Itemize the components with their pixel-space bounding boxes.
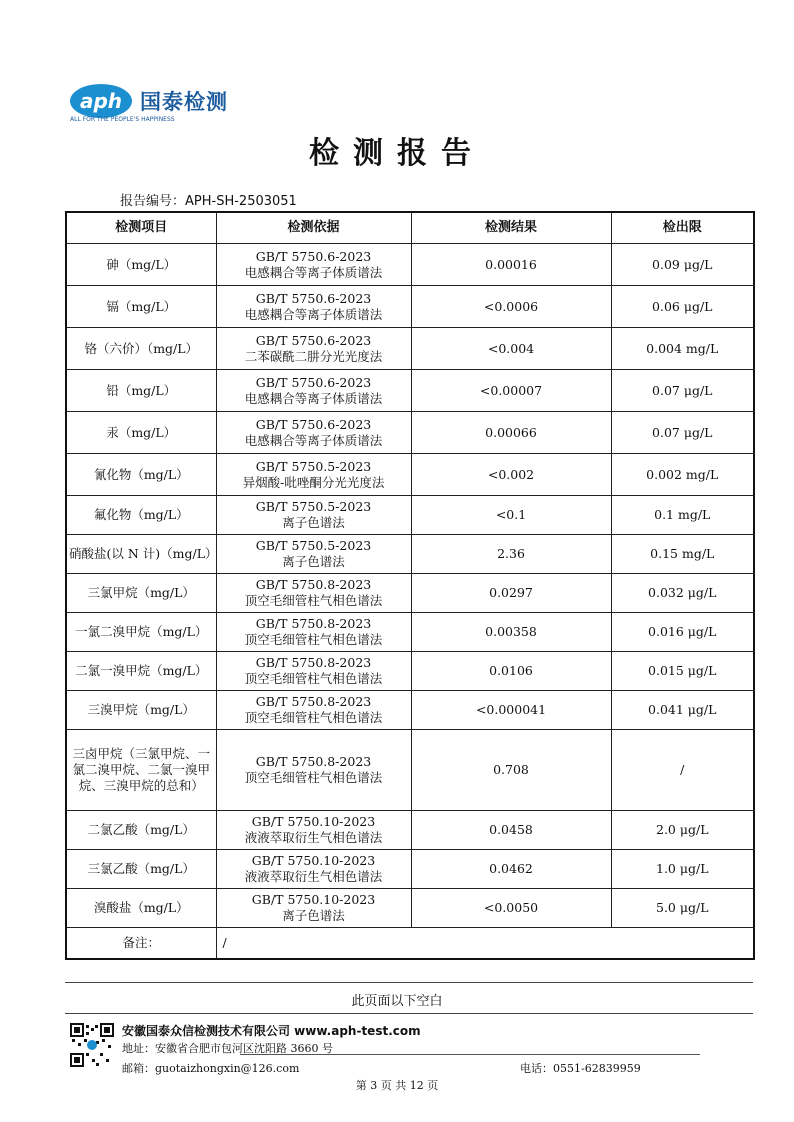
cell-test-basis — [216, 454, 411, 496]
cell-test-basis — [216, 811, 411, 850]
standard-code: GB/T 5750.6-2023 — [255, 290, 372, 306]
cell-result: <0.004 — [411, 328, 611, 370]
logo-text-block — [140, 84, 228, 116]
table-row — [66, 811, 754, 850]
cell-result: 0.0106 — [411, 652, 611, 691]
cell-result: 0.0462 — [411, 850, 611, 889]
cell-test-basis — [216, 850, 411, 889]
cell-test-basis — [216, 691, 411, 730]
cell-test-basis — [216, 244, 411, 286]
method-name: 电感耦合等离子体质谱法 — [244, 306, 383, 322]
cell-result: 0.0297 — [411, 574, 611, 613]
table-row — [66, 691, 754, 730]
method-name: 离子色谱法 — [282, 908, 345, 923]
cell-detection-limit: 0.015 μg/L — [611, 652, 754, 691]
cell-test-item: 镉（mg/L） — [66, 286, 216, 328]
standard-code: GB/T 5750.8-2023 — [255, 577, 372, 592]
cell-result: <0.0006 — [411, 286, 611, 328]
table-row — [66, 454, 754, 496]
standard-code: GB/T 5750.6-2023 — [255, 332, 372, 348]
footer-phone: 电话：0551-62839959 — [520, 1062, 641, 1075]
footer-address: 地址：安徽省合肥市包河区沈阳路 3660 号 — [122, 1042, 333, 1055]
note-row — [66, 928, 754, 960]
cell-detection-limit: 0.07 μg/L — [611, 370, 754, 412]
table-row — [66, 328, 754, 370]
cell-result: <0.00007 — [411, 370, 611, 412]
cell-detection-limit: 0.09 μg/L — [611, 244, 754, 286]
cell-result: <0.0050 — [411, 889, 611, 928]
cell-test-item: 三氯甲烷（mg/L） — [66, 574, 216, 613]
cell-result: <0.1 — [411, 496, 611, 535]
qr-code-icon — [70, 1023, 114, 1067]
method-name: 离子色谱法 — [282, 515, 345, 530]
table-row — [66, 613, 754, 652]
cell-detection-limit: 0.07 μg/L — [611, 412, 754, 454]
table-row — [66, 889, 754, 928]
method-name: 异烟酸-吡唑酮分光光度法 — [242, 474, 385, 490]
table-row — [66, 850, 754, 889]
method-name: 液液萃取衍生气相色谱法 — [244, 830, 383, 845]
cell-test-item: 铬（六价）（mg/L） — [66, 328, 216, 370]
cell-test-item: 三卤甲烷（三氯甲烷、一氯二溴甲烷、二氯一溴甲烷、三溴甲烷的总和） — [66, 730, 216, 811]
logo-mark: aph — [70, 84, 132, 118]
cell-test-item: 二氯乙酸（mg/L） — [66, 811, 216, 850]
cell-test-item: 溴酸盐（mg/L） — [66, 889, 216, 928]
cell-result: 0.00358 — [411, 613, 611, 652]
cell-test-basis — [216, 730, 411, 811]
method-name: 二苯碳酰二肼分光光度法 — [244, 348, 383, 364]
divider — [65, 1013, 753, 1014]
method-name: 顶空毛细管柱气相色谱法 — [244, 632, 383, 647]
cell-test-item: 汞（mg/L） — [66, 412, 216, 454]
col-header-result: 检测结果 — [411, 212, 611, 244]
cell-test-item: 一氯二溴甲烷（mg/L） — [66, 613, 216, 652]
method-name: 电感耦合等离子体质谱法 — [244, 432, 383, 448]
cell-test-basis — [216, 496, 411, 535]
table-body — [66, 244, 754, 960]
method-name: 离子色谱法 — [282, 554, 345, 569]
cell-test-basis — [216, 286, 411, 328]
standard-code: GB/T 5750.5-2023 — [255, 499, 372, 514]
standard-code: GB/T 5750.6-2023 — [255, 374, 372, 390]
cell-result: 2.36 — [411, 535, 611, 574]
cell-result: 0.00016 — [411, 244, 611, 286]
footer-email: 邮箱：guotaizhongxin@126.com — [122, 1062, 300, 1075]
cell-detection-limit: 2.0 μg/L — [611, 811, 754, 850]
cell-detection-limit: 0.06 μg/L — [611, 286, 754, 328]
table-header-row — [66, 212, 754, 244]
footer-divider — [240, 1054, 700, 1055]
col-header-basis: 检测依据 — [216, 212, 411, 244]
cell-detection-limit: 0.041 μg/L — [611, 691, 754, 730]
method-name: 顶空毛细管柱气相色谱法 — [244, 593, 383, 608]
cell-test-basis — [216, 328, 411, 370]
table-row — [66, 412, 754, 454]
cell-test-basis — [216, 652, 411, 691]
logo-slogan: ALL FOR THE PEOPLE'S HAPPINESS — [70, 116, 175, 123]
cell-result: 0.708 — [411, 730, 611, 811]
cell-detection-limit: 0.15 mg/L — [611, 535, 754, 574]
cell-test-basis — [216, 412, 411, 454]
standard-code: GB/T 5750.6-2023 — [255, 248, 372, 264]
method-name: 顶空毛细管柱气相色谱法 — [244, 671, 383, 686]
method-name: 液液萃取衍生气相色谱法 — [244, 869, 383, 884]
blank-notice: 此页面以下空白 — [351, 994, 443, 1009]
table-row — [66, 574, 754, 613]
cell-result: <0.002 — [411, 454, 611, 496]
cell-test-basis — [216, 370, 411, 412]
method-name: 顶空毛细管柱气相色谱法 — [244, 770, 383, 785]
col-header-item: 检测项目 — [66, 212, 216, 244]
cell-test-basis — [216, 574, 411, 613]
standard-code: GB/T 5750.10-2023 — [251, 892, 376, 907]
cell-test-item: 三氯乙酸（mg/L） — [66, 850, 216, 889]
table-row — [66, 286, 754, 328]
report-number: 报告编号：APH-SH-2503051 — [120, 194, 297, 209]
page-number: 第 3 页 共 12 页 — [355, 1079, 439, 1092]
standard-code: GB/T 5750.8-2023 — [255, 655, 372, 670]
cell-test-item: 氰化物（mg/L） — [66, 454, 216, 496]
cell-detection-limit: 0.032 μg/L — [611, 574, 754, 613]
standard-code: GB/T 5750.10-2023 — [251, 853, 376, 868]
cell-test-item: 二氯一溴甲烷（mg/L） — [66, 652, 216, 691]
cell-result: <0.000041 — [411, 691, 611, 730]
cell-test-item: 砷（mg/L） — [66, 244, 216, 286]
cell-detection-limit: 0.016 μg/L — [611, 613, 754, 652]
cell-detection-limit: 0.1 mg/L — [611, 496, 754, 535]
cell-detection-limit: 0.002 mg/L — [611, 454, 754, 496]
standard-code: GB/T 5750.8-2023 — [255, 694, 372, 709]
standard-code: GB/T 5750.5-2023 — [255, 458, 372, 474]
standard-code: GB/T 5750.5-2023 — [255, 538, 372, 553]
standard-code: GB/T 5750.8-2023 — [255, 754, 372, 769]
method-name: 电感耦合等离子体质谱法 — [244, 390, 383, 406]
standard-code: GB/T 5750.8-2023 — [255, 616, 372, 631]
table-row — [66, 652, 754, 691]
results-table — [65, 211, 755, 960]
table-row — [66, 370, 754, 412]
table-row — [66, 730, 754, 811]
divider — [65, 982, 753, 983]
col-header-limit: 检出限 — [611, 212, 754, 244]
cell-test-item: 铅（mg/L） — [66, 370, 216, 412]
logo-name: 国泰检测 — [140, 90, 228, 114]
cell-test-item: 氟化物（mg/L） — [66, 496, 216, 535]
method-name: 电感耦合等离子体质谱法 — [244, 264, 383, 280]
note-value: / — [216, 928, 754, 960]
cell-detection-limit: 5.0 μg/L — [611, 889, 754, 928]
cell-detection-limit: 1.0 μg/L — [611, 850, 754, 889]
table-row — [66, 244, 754, 286]
cell-test-basis — [216, 535, 411, 574]
report-title: 检测报告 — [309, 136, 485, 171]
cell-test-basis — [216, 889, 411, 928]
table-row — [66, 496, 754, 535]
standard-code: GB/T 5750.6-2023 — [255, 416, 372, 432]
method-name: 顶空毛细管柱气相色谱法 — [244, 710, 383, 725]
company-logo — [70, 84, 228, 123]
cell-test-item: 三溴甲烷（mg/L） — [66, 691, 216, 730]
table-row — [66, 535, 754, 574]
cell-test-basis — [216, 613, 411, 652]
standard-code: GB/T 5750.10-2023 — [251, 814, 376, 829]
cell-result: 0.00066 — [411, 412, 611, 454]
cell-result: 0.0458 — [411, 811, 611, 850]
cell-detection-limit: / — [611, 730, 754, 811]
cell-detection-limit: 0.004 mg/L — [611, 328, 754, 370]
cell-test-item: 硝酸盐(以 N 计)（mg/L） — [66, 535, 216, 574]
note-label: 备注： — [66, 928, 216, 960]
footer-company: 安徽国泰众信检测技术有限公司 www.aph-test.com — [122, 1024, 421, 1038]
